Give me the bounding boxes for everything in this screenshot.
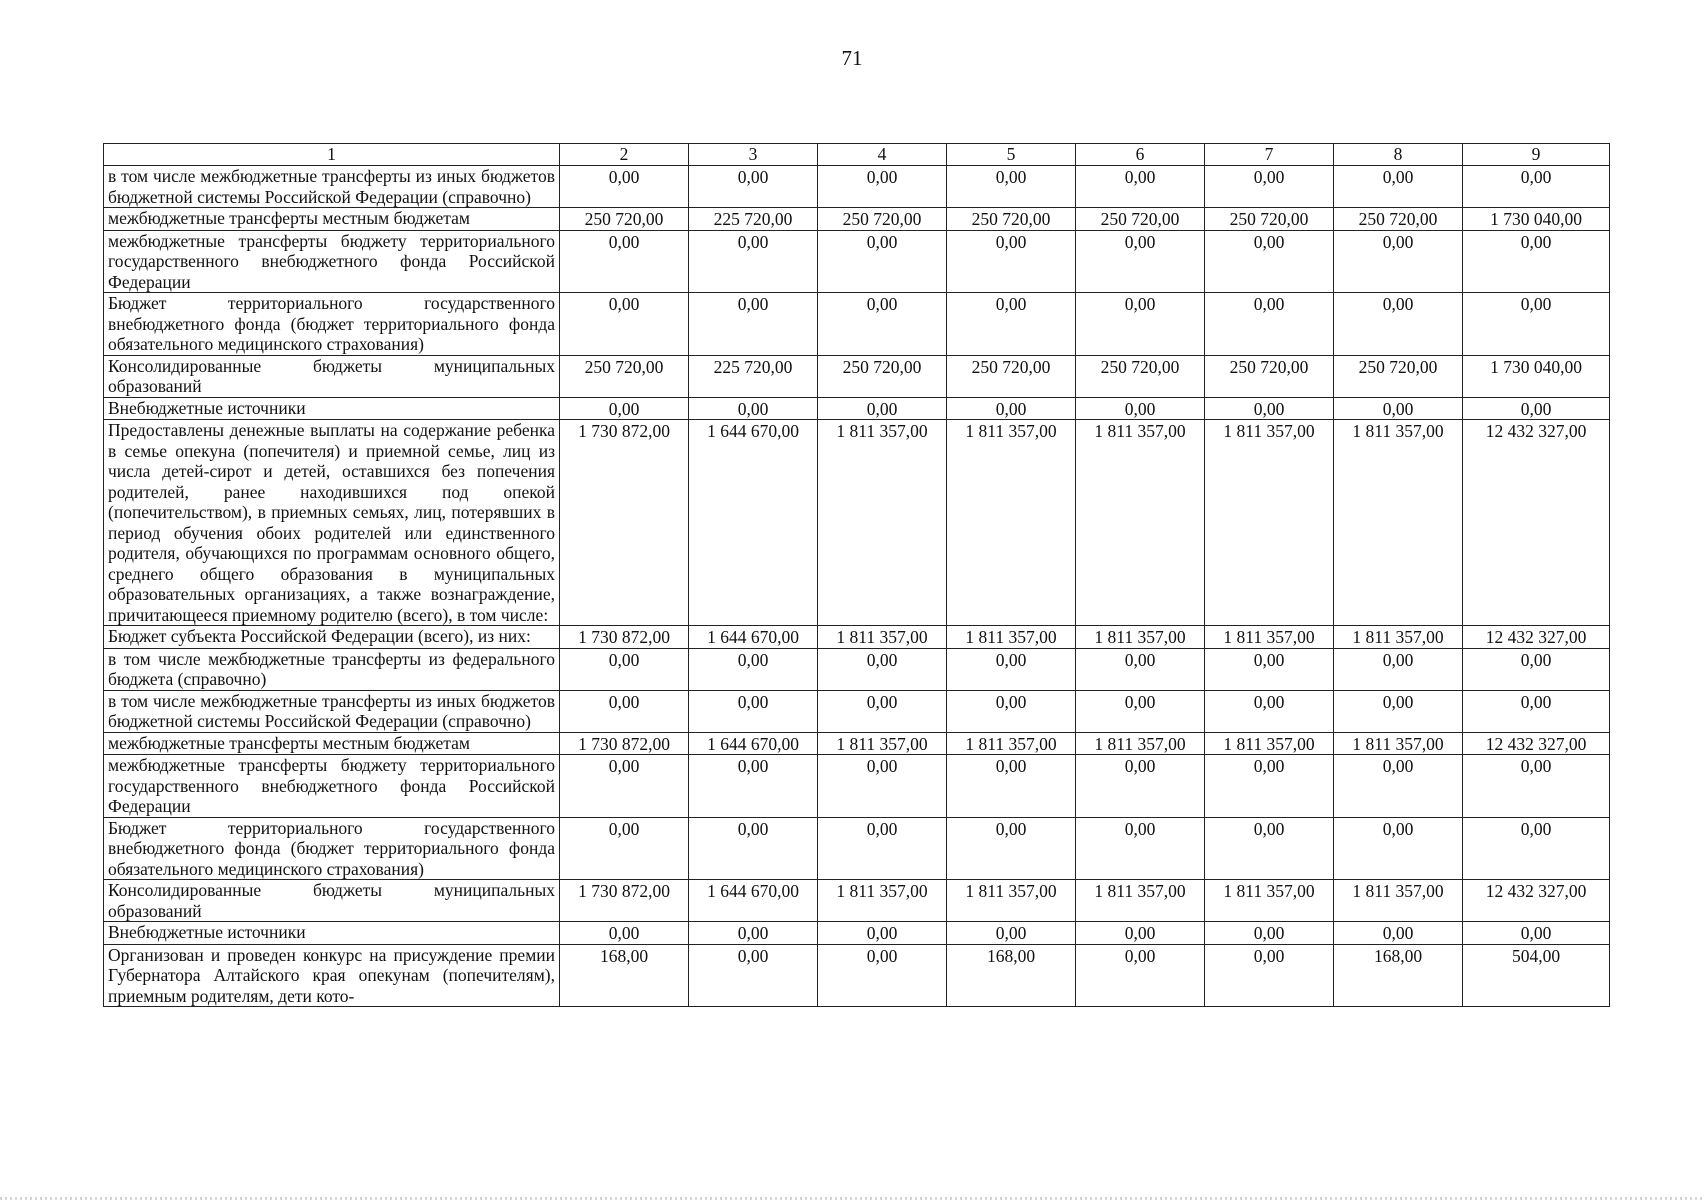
- value-cell: 12 432 327,00: [1463, 880, 1610, 922]
- value-cell: 1 730 872,00: [560, 626, 689, 649]
- value-cell: 1 644 670,00: [689, 626, 818, 649]
- value-cell: 0,00: [818, 397, 947, 420]
- value-cell: 0,00: [560, 922, 689, 945]
- value-cell: 0,00: [818, 293, 947, 356]
- value-cell: 0,00: [1076, 293, 1205, 356]
- column-header: 4: [818, 144, 947, 166]
- column-header: 3: [689, 144, 818, 166]
- value-cell: 1 644 670,00: [689, 732, 818, 755]
- column-header: 9: [1463, 144, 1610, 166]
- value-cell: 168,00: [1334, 944, 1463, 1007]
- value-cell: 1 811 357,00: [947, 626, 1076, 649]
- value-cell: 168,00: [947, 944, 1076, 1007]
- value-cell: 12 432 327,00: [1463, 420, 1610, 626]
- row-label: межбюджетные трансферты бюджету территориального государственного внебюджетного фонда Российской Федерации: [104, 755, 560, 818]
- value-cell: 0,00: [560, 397, 689, 420]
- value-cell: 250 720,00: [1205, 355, 1334, 397]
- row-label: межбюджетные трансферты бюджету территориального государственного внебюджетного фонда Российской Федерации: [104, 230, 560, 293]
- value-cell: 1 811 357,00: [818, 420, 947, 626]
- value-cell: 0,00: [1205, 230, 1334, 293]
- row-label: в том числе межбюджетные трансферты из иных бюджетов бюджетной системы Российской Федерации (справочно): [104, 166, 560, 208]
- value-cell: 1 811 357,00: [1205, 626, 1334, 649]
- value-cell: 0,00: [1334, 397, 1463, 420]
- value-cell: 250 720,00: [1334, 355, 1463, 397]
- value-cell: 1 811 357,00: [818, 880, 947, 922]
- value-cell: 0,00: [1076, 922, 1205, 945]
- value-cell: 225 720,00: [689, 208, 818, 231]
- value-cell: 1 730 872,00: [560, 732, 689, 755]
- value-cell: 0,00: [689, 817, 818, 880]
- value-cell: 0,00: [1463, 648, 1610, 690]
- value-cell: 250 720,00: [560, 355, 689, 397]
- row-label: Консолидированные бюджеты муниципальных образований: [104, 355, 560, 397]
- value-cell: 0,00: [1205, 944, 1334, 1007]
- value-cell: 168,00: [560, 944, 689, 1007]
- row-label: Предоставлены денежные выплаты на содержание ребенка в семье опекуна (попечителя) и приемной семье, лиц из числа детей-сирот и детей, оставшихся без попечения родителей, ранее находившихся под опекой (попечительством), в приемных семьях, лиц, потерявших в период обучения обоих родителей или единственного родителя, обучающихся по программам основного общего, среднего общего образования в муниципальных образовательных организациях, а также вознаграждение, причитающееся приемному родителю (всего), в том числе:: [104, 420, 560, 626]
- value-cell: 1 811 357,00: [1076, 420, 1205, 626]
- row-label: Бюджет субъекта Российской Федерации (всего), из них:: [104, 626, 560, 649]
- column-header: 6: [1076, 144, 1205, 166]
- value-cell: 0,00: [1463, 817, 1610, 880]
- value-cell: 0,00: [1076, 817, 1205, 880]
- value-cell: 0,00: [818, 922, 947, 945]
- value-cell: 0,00: [1076, 690, 1205, 732]
- table-row: [104, 944, 1610, 1007]
- value-cell: 250 720,00: [947, 208, 1076, 231]
- value-cell: 1 730 872,00: [560, 420, 689, 626]
- value-cell: 0,00: [560, 230, 689, 293]
- value-cell: 0,00: [1334, 817, 1463, 880]
- row-label: Бюджет территориального государственного внебюджетного фонда (бюджет территориального фонда обязательного медицинского страхования): [104, 817, 560, 880]
- value-cell: 0,00: [818, 690, 947, 732]
- value-cell: 250 720,00: [1076, 208, 1205, 231]
- table-row: [104, 166, 1610, 208]
- value-cell: 0,00: [560, 293, 689, 356]
- row-label: в том числе межбюджетные трансферты из федерального бюджета (справочно): [104, 648, 560, 690]
- value-cell: 0,00: [1205, 293, 1334, 356]
- table-body: [104, 166, 1610, 1007]
- table-row: [104, 230, 1610, 293]
- value-cell: 250 720,00: [560, 208, 689, 231]
- value-cell: 1 811 357,00: [1334, 880, 1463, 922]
- row-label: Внебюджетные источники: [104, 397, 560, 420]
- value-cell: 1 811 357,00: [1334, 420, 1463, 626]
- value-cell: 0,00: [1334, 166, 1463, 208]
- header-row: [104, 144, 1610, 166]
- value-cell: 0,00: [818, 166, 947, 208]
- value-cell: 0,00: [689, 230, 818, 293]
- value-cell: 0,00: [1334, 690, 1463, 732]
- value-cell: 0,00: [1334, 755, 1463, 818]
- value-cell: 0,00: [1076, 648, 1205, 690]
- value-cell: 0,00: [560, 648, 689, 690]
- value-cell: 0,00: [818, 755, 947, 818]
- value-cell: 0,00: [818, 648, 947, 690]
- value-cell: 0,00: [1076, 230, 1205, 293]
- value-cell: 0,00: [1205, 166, 1334, 208]
- value-cell: 0,00: [1463, 755, 1610, 818]
- value-cell: 0,00: [818, 817, 947, 880]
- value-cell: 250 720,00: [818, 208, 947, 231]
- value-cell: 1 811 357,00: [1205, 420, 1334, 626]
- value-cell: 0,00: [947, 690, 1076, 732]
- value-cell: 1 811 357,00: [1205, 732, 1334, 755]
- row-label: Внебюджетные источники: [104, 922, 560, 945]
- value-cell: 0,00: [947, 817, 1076, 880]
- value-cell: 0,00: [1205, 755, 1334, 818]
- table-row: [104, 922, 1610, 945]
- value-cell: 1 811 357,00: [1076, 732, 1205, 755]
- value-cell: 0,00: [560, 755, 689, 818]
- value-cell: 1 730 872,00: [560, 880, 689, 922]
- value-cell: 1 811 357,00: [1334, 732, 1463, 755]
- value-cell: 0,00: [1205, 648, 1334, 690]
- value-cell: 1 811 357,00: [947, 732, 1076, 755]
- table-row: [104, 355, 1610, 397]
- column-header: 2: [560, 144, 689, 166]
- value-cell: 250 720,00: [1334, 208, 1463, 231]
- value-cell: 0,00: [1463, 397, 1610, 420]
- row-label: в том числе межбюджетные трансферты из иных бюджетов бюджетной системы Российской Федерации (справочно): [104, 690, 560, 732]
- table-row: [104, 626, 1610, 649]
- value-cell: 0,00: [1334, 922, 1463, 945]
- value-cell: 0,00: [1076, 166, 1205, 208]
- value-cell: 0,00: [1205, 922, 1334, 945]
- column-header: 7: [1205, 144, 1334, 166]
- row-label: межбюджетные трансферты местным бюджетам: [104, 208, 560, 231]
- table-row: [104, 420, 1610, 626]
- row-label: Консолидированные бюджеты муниципальных образований: [104, 880, 560, 922]
- row-label: Бюджет территориального государственного внебюджетного фонда (бюджет территориального фонда обязательного медицинского страхования): [104, 293, 560, 356]
- value-cell: 0,00: [560, 166, 689, 208]
- page-number: 71: [841, 46, 863, 70]
- value-cell: 0,00: [1076, 944, 1205, 1007]
- value-cell: 0,00: [1205, 817, 1334, 880]
- value-cell: 250 720,00: [1076, 355, 1205, 397]
- value-cell: 0,00: [560, 817, 689, 880]
- value-cell: 0,00: [1463, 230, 1610, 293]
- value-cell: 1 644 670,00: [689, 880, 818, 922]
- row-label: Организован и проведен конкурс на присуждение премии Губернатора Алтайского края опекунам (попечителям), приемным родителям, дети кото-: [104, 944, 560, 1007]
- value-cell: 0,00: [1076, 397, 1205, 420]
- budget-table: [103, 143, 1610, 1007]
- value-cell: 0,00: [1334, 648, 1463, 690]
- value-cell: 1 811 357,00: [947, 420, 1076, 626]
- value-cell: 12 432 327,00: [1463, 732, 1610, 755]
- value-cell: 0,00: [947, 293, 1076, 356]
- table-row: [104, 690, 1610, 732]
- column-header: 5: [947, 144, 1076, 166]
- value-cell: 0,00: [1463, 166, 1610, 208]
- value-cell: 12 432 327,00: [1463, 626, 1610, 649]
- value-cell: 250 720,00: [818, 355, 947, 397]
- value-cell: 0,00: [689, 922, 818, 945]
- value-cell: 0,00: [1205, 397, 1334, 420]
- table-row: [104, 755, 1610, 818]
- column-header: 1: [104, 144, 560, 166]
- value-cell: 250 720,00: [947, 355, 1076, 397]
- value-cell: 0,00: [689, 293, 818, 356]
- value-cell: 0,00: [689, 755, 818, 818]
- value-cell: 250 720,00: [1205, 208, 1334, 231]
- value-cell: 1 811 357,00: [818, 732, 947, 755]
- table-row: [104, 648, 1610, 690]
- value-cell: 0,00: [1334, 230, 1463, 293]
- value-cell: 0,00: [689, 690, 818, 732]
- value-cell: 1 811 357,00: [1076, 626, 1205, 649]
- value-cell: 0,00: [1076, 755, 1205, 818]
- value-cell: 0,00: [1334, 293, 1463, 356]
- value-cell: 225 720,00: [689, 355, 818, 397]
- table-row: [104, 208, 1610, 231]
- value-cell: 0,00: [689, 648, 818, 690]
- value-cell: 0,00: [947, 166, 1076, 208]
- value-cell: 504,00: [1463, 944, 1610, 1007]
- value-cell: 0,00: [947, 648, 1076, 690]
- value-cell: 1 811 357,00: [818, 626, 947, 649]
- value-cell: 1 811 357,00: [1334, 626, 1463, 649]
- table-row: [104, 880, 1610, 922]
- table-row: [104, 397, 1610, 420]
- value-cell: 0,00: [947, 755, 1076, 818]
- value-cell: 0,00: [947, 230, 1076, 293]
- value-cell: 0,00: [818, 230, 947, 293]
- value-cell: 1 644 670,00: [689, 420, 818, 626]
- value-cell: 0,00: [1463, 293, 1610, 356]
- row-label: межбюджетные трансферты местным бюджетам: [104, 732, 560, 755]
- value-cell: 0,00: [818, 944, 947, 1007]
- value-cell: 0,00: [947, 922, 1076, 945]
- value-cell: 1 811 357,00: [1205, 880, 1334, 922]
- value-cell: 0,00: [1463, 922, 1610, 945]
- value-cell: 0,00: [1463, 690, 1610, 732]
- value-cell: 0,00: [947, 397, 1076, 420]
- column-header: 8: [1334, 144, 1463, 166]
- value-cell: 1 811 357,00: [1076, 880, 1205, 922]
- value-cell: 0,00: [560, 690, 689, 732]
- table-row: [104, 732, 1610, 755]
- value-cell: 0,00: [689, 944, 818, 1007]
- value-cell: 0,00: [689, 166, 818, 208]
- value-cell: 1 730 040,00: [1463, 355, 1610, 397]
- table-row: [104, 293, 1610, 356]
- value-cell: 0,00: [689, 397, 818, 420]
- table-row: [104, 817, 1610, 880]
- value-cell: 0,00: [1205, 690, 1334, 732]
- value-cell: 1 730 040,00: [1463, 208, 1610, 231]
- value-cell: 1 811 357,00: [947, 880, 1076, 922]
